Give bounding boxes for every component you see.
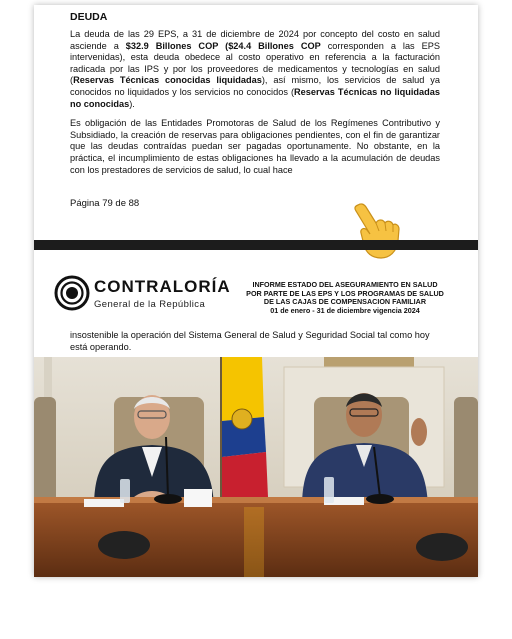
text-run: La deuda de las 29 EPS, a 31 de diciembre de 2024 por concepto del costo en salud asciende a <box>70 29 440 51</box>
report-title-line: INFORME ESTADO DEL ASEGURAMIENTO EN SALUD <box>252 280 438 289</box>
report-period: 01 de enero - 31 de diciembre vigencia 2024 <box>270 305 420 315</box>
page-divider <box>34 240 478 250</box>
brand-subtitle: General de la República <box>94 299 206 310</box>
section-heading: DEUDA <box>70 11 108 23</box>
pointing-hand-icon <box>352 201 400 261</box>
brand-name: CONTRALORÍA <box>94 277 231 296</box>
bold-run: Reservas Técnicas conocidas liquidadas <box>73 75 262 86</box>
page-number: Página 79 de 88 <box>70 198 140 209</box>
obligation-paragraph: Es obligación de las Entidades Promotoras de Salud de los Regímenes Contributivo y Subsidiado, la creación de reservas para obligaciones pendientes, con el fin de garantizar que las deudas contraídas puedan ser pagadas oportunamente. No obstante, en la práctica, el incumplimiento de estas obligaciones ha llevado a la acumulación de deudas con los prestadores de servicios de salud, lo cual hace <box>70 118 440 175</box>
debt-paragraph <box>70 29 440 110</box>
bold-run: $32.9 Billones COP ($24.4 Billones COP <box>125 40 321 51</box>
report-title <box>220 281 470 315</box>
continuation-text: insostenible la operación del Sistema General de Salud y Seguridad Social tal como hoy está operando. <box>70 330 430 352</box>
text-run: ). <box>129 98 135 109</box>
text-run: ), así mismo, los servicios de salud ya conocidos no liquidados y los servicios no conocidos ( <box>70 75 440 97</box>
report-title-line: DE LAS CAJAS DE COMPENSACION FAMILIAR <box>263 297 427 307</box>
deuda-section <box>70 11 440 184</box>
contraloria-logo-icon <box>54 275 90 311</box>
brand-block <box>94 277 231 310</box>
text-run: corresponden a las EPS intervenidas), esta deuda obedece al costo operativo en referencia a la facturación radicada por las IPS y por los proveedores de medicamentos y tecnologías en salud ( <box>70 40 440 86</box>
meeting-photo <box>34 357 478 577</box>
bold-run: Reservas Técnicas no liquidadas no conocidas <box>70 86 440 109</box>
report-title-line: POR PARTE DE LAS EPS Y LOS PROGRAMAS DE SALUD <box>246 288 444 298</box>
document-page <box>34 5 478 577</box>
